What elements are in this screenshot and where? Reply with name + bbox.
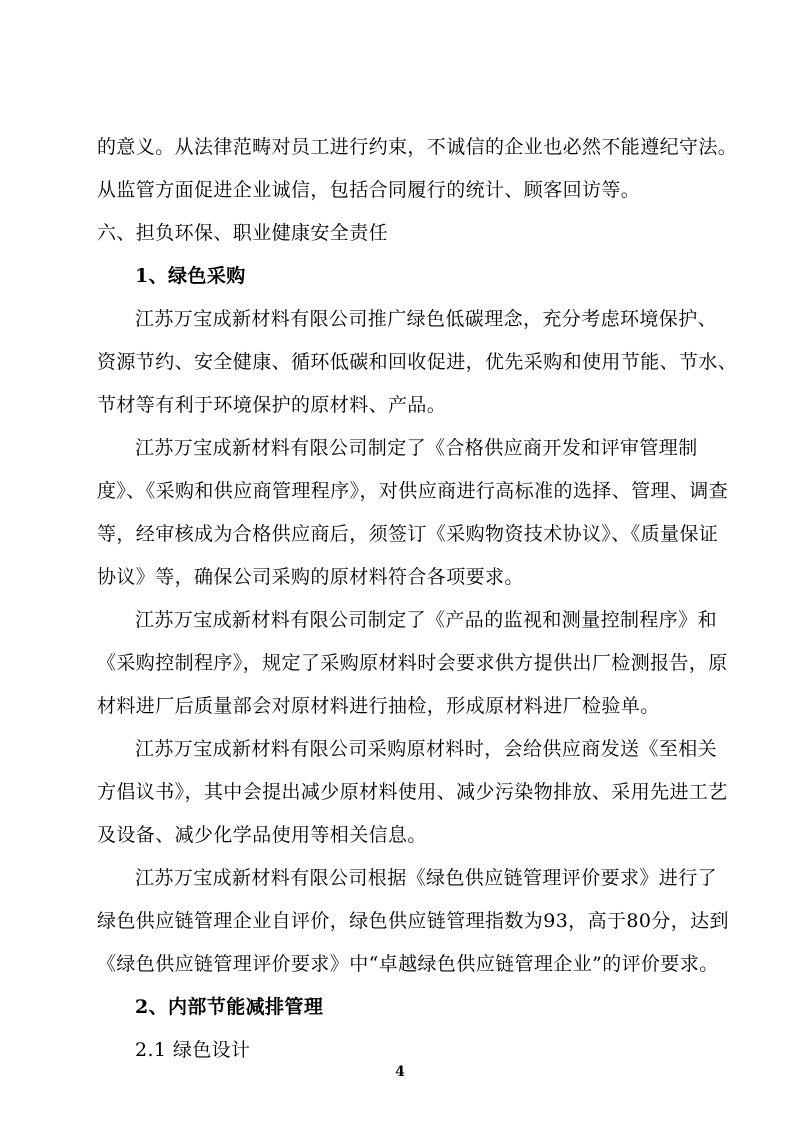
body-line: 方倡议书》，其中会提出减少原材料使用、减少污染物排放、采用先进工艺 xyxy=(97,781,728,803)
body-line: 江苏万宝成新材料有限公司根据《绿色供应链管理评价要求》进行了 xyxy=(135,867,718,889)
body-line: 《绿色供应链管理评价要求》中“卓越绿色供应链管理企业”的评价要求。 xyxy=(97,953,719,975)
section-heading: 六、担负环保、职业健康安全责任 xyxy=(97,222,389,244)
body-line: 江苏万宝成新材料有限公司制定了《产品的监视和测量控制程序》和 xyxy=(135,609,718,631)
body-line: 节材等有利于环境保护的原材料、产品。 xyxy=(97,394,447,416)
body-line: 绿色供应链管理企业自评价，绿色供应链管理指数为93，高于80分，达到 xyxy=(97,910,729,932)
page-number: 4 xyxy=(395,1064,405,1080)
body-line: 等，经审核成为合格供应商后，须签订《采购物资技术协议》、《质量保证 xyxy=(97,523,719,545)
body-line: 《采购控制程序》，规定了采购原材料时会要求供方提供出厂检测报告，原 xyxy=(97,652,728,674)
subsubsection-heading: 2.1 绿色设计 xyxy=(135,1039,251,1061)
body-line: 的意义。从法律范畴对员工进行约束，不诚信的企业也必然不能遵纪守法。 xyxy=(97,136,738,158)
body-line: 资源节约、安全健康、循环低碳和回收促进，优先采购和使用节能、节水、 xyxy=(97,351,738,373)
body-line: 材料进厂后质量部会对原材料进行抽检，形成原材料进厂检验单。 xyxy=(97,695,660,717)
body-line: 江苏万宝成新材料有限公司制定了《合格供应商开发和评审管理制 xyxy=(135,437,698,459)
subsection-heading: 1、绿色采购 xyxy=(135,265,246,287)
body-line: 江苏万宝成新材料有限公司推广绿色低碳理念，充分考虑环境保护、 xyxy=(135,308,718,330)
body-line: 从监管方面促进企业诚信，包括合同履行的统计、顾客回访等。 xyxy=(97,179,641,201)
body-line: 度》、《采购和供应商管理程序》，对供应商进行高标准的选择、管理、调查 xyxy=(97,480,729,502)
subsection-heading: 2、内部节能减排管理 xyxy=(135,996,324,1018)
body-line: 及设备、减少化学品使用等相关信息。 xyxy=(97,824,427,846)
body-line: 江苏万宝成新材料有限公司采购原材料时，会给供应商发送《至相关 xyxy=(135,738,718,760)
body-line: 协议》等，确保公司采购的原材料符合各项要求。 xyxy=(97,566,524,588)
